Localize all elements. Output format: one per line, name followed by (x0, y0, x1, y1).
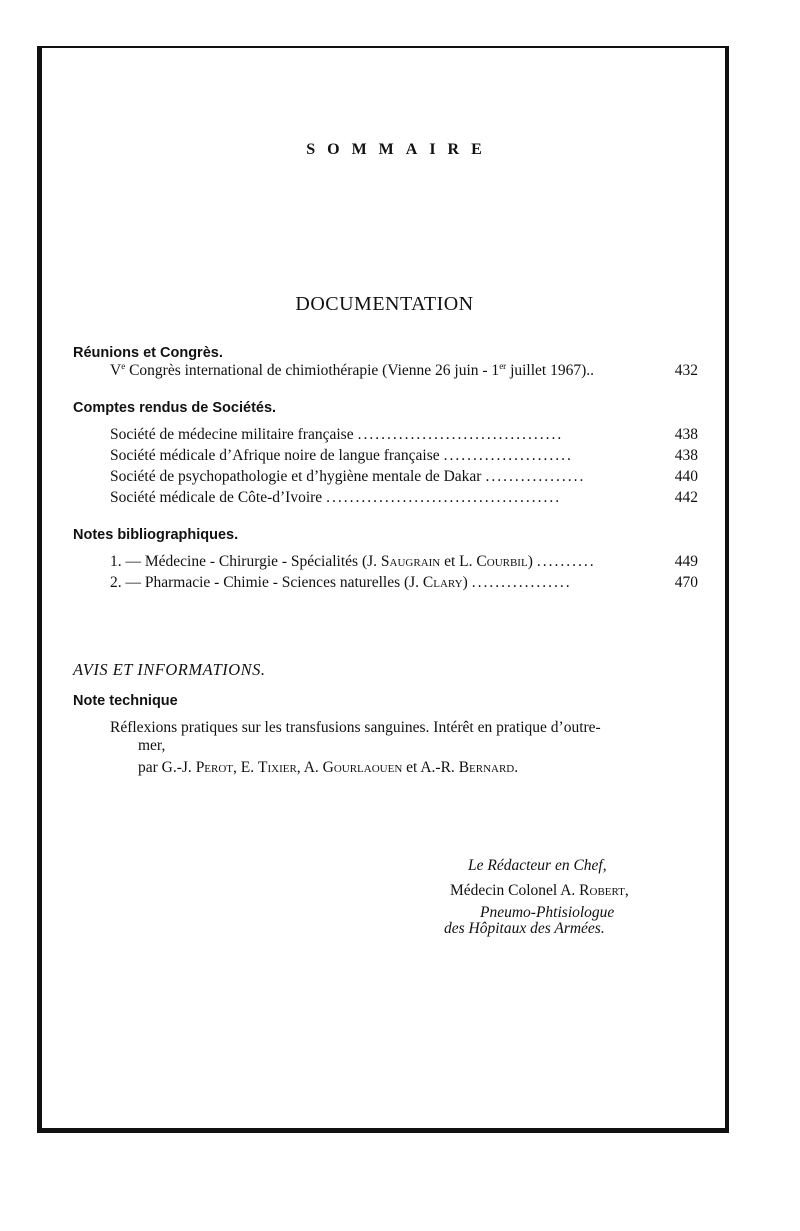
authors-sep: , E. (233, 759, 258, 776)
entry-text: Société médicale d’Afrique noire de langue française (110, 447, 440, 464)
entry-text-sup: er (499, 360, 507, 371)
toc-entry-societe-afrique[interactable] (110, 447, 698, 467)
entry-dots: .. (586, 362, 595, 379)
section-heading-notes: Notes bibliographiques. (73, 527, 239, 543)
entry-dots: ...................... (443, 447, 573, 464)
signature-surname: Robert (579, 882, 625, 899)
author-clary: Clary (422, 574, 463, 591)
signature-name-a: Médecin Colonel A. (450, 882, 580, 899)
entry-text: Société de psychopathologie et d’hygiène mentale de Dakar (110, 468, 482, 485)
author-bernard: Bernard (458, 759, 515, 776)
entry-prefix-sup: e (121, 360, 126, 371)
entry-page-number: 440 (674, 468, 698, 485)
entry-dots: ........................................ (326, 489, 562, 506)
entry-text-b: juillet 1967) (506, 362, 587, 379)
entry-text: Société médicale de Côte-d’Ivoire (110, 489, 323, 506)
entry-dots: ................. (471, 574, 572, 591)
toc-entry-societe-dakar[interactable] (110, 468, 698, 488)
author-courbil: Courbil (476, 553, 528, 570)
article-authors (138, 759, 518, 777)
toc-entry-medecine[interactable] (110, 553, 698, 573)
toc-entry-societe-cote-ivoire[interactable] (110, 489, 698, 509)
signature-name-c: , (624, 882, 629, 899)
entry-text: Société de médecine militaire française (110, 426, 354, 443)
author-perot: Perot (195, 759, 234, 776)
entry-page-number: 470 (674, 574, 698, 591)
author-tixier: Tixier (258, 759, 297, 776)
entry-text-a: 2. — Pharmacie - Chimie - Sciences naturelles (J. (110, 574, 423, 591)
toc-entry-societe-militaire[interactable] (110, 426, 698, 446)
entry-dots: ................. (485, 468, 586, 485)
section-heading-reunions: Réunions et Congrès. (73, 345, 223, 361)
entry-page-number: 449 (674, 553, 698, 570)
signature-title-1: Pneumo-Phtisiologue (480, 904, 615, 921)
entry-text-c: ) (527, 553, 533, 570)
entry-page-number: 432 (674, 362, 698, 379)
signature-role: Le Rédacteur en Chef, (468, 857, 607, 874)
author-gourlaouen: Gourlaouen (322, 759, 403, 776)
article-title-line2: mer, (138, 737, 166, 754)
entry-dots: .......... (536, 553, 596, 570)
signature-title-2: des Hôpitaux des Armées. (444, 920, 605, 937)
entry-page-number: 438 (674, 426, 698, 443)
toc-entry-pharmacie[interactable] (110, 574, 698, 594)
signature-name (450, 882, 629, 900)
documentation-heading: DOCUMENTATION (295, 293, 474, 315)
section-heading-comptes: Comptes rendus de Sociétés. (73, 400, 277, 416)
entry-text-a: 1. — Médecine - Chirurgie - Spécialités (J. (110, 553, 381, 570)
avis-heading: AVIS ET INFORMATIONS. (73, 660, 266, 679)
page-title: SOMMAIRE (306, 141, 494, 158)
entry-text-b: et L. (440, 553, 477, 570)
authors-end: . (514, 759, 519, 776)
toc-entry-congres[interactable] (110, 362, 698, 382)
entry-text-a: Congrès international de chimiothérapie (Vienne 26 juin - 1 (125, 362, 500, 379)
note-technique-heading: Note technique (73, 693, 178, 709)
authors-sep: , A. (296, 759, 323, 776)
entry-page-number: 438 (674, 447, 698, 464)
entry-text-b: ) (462, 574, 468, 591)
entry-page-number: 442 (674, 489, 698, 506)
article-title-line1: Réflexions pratiques sur les transfusions sanguines. Intérêt en pratique d’outre- (110, 719, 601, 736)
entry-dots: ................................... (357, 426, 564, 443)
entry-prefix: V (110, 362, 122, 379)
authors-par: par G.-J. (138, 759, 196, 776)
author-saugrain: Saugrain (380, 553, 441, 570)
authors-sep: et A.-R. (402, 759, 459, 776)
